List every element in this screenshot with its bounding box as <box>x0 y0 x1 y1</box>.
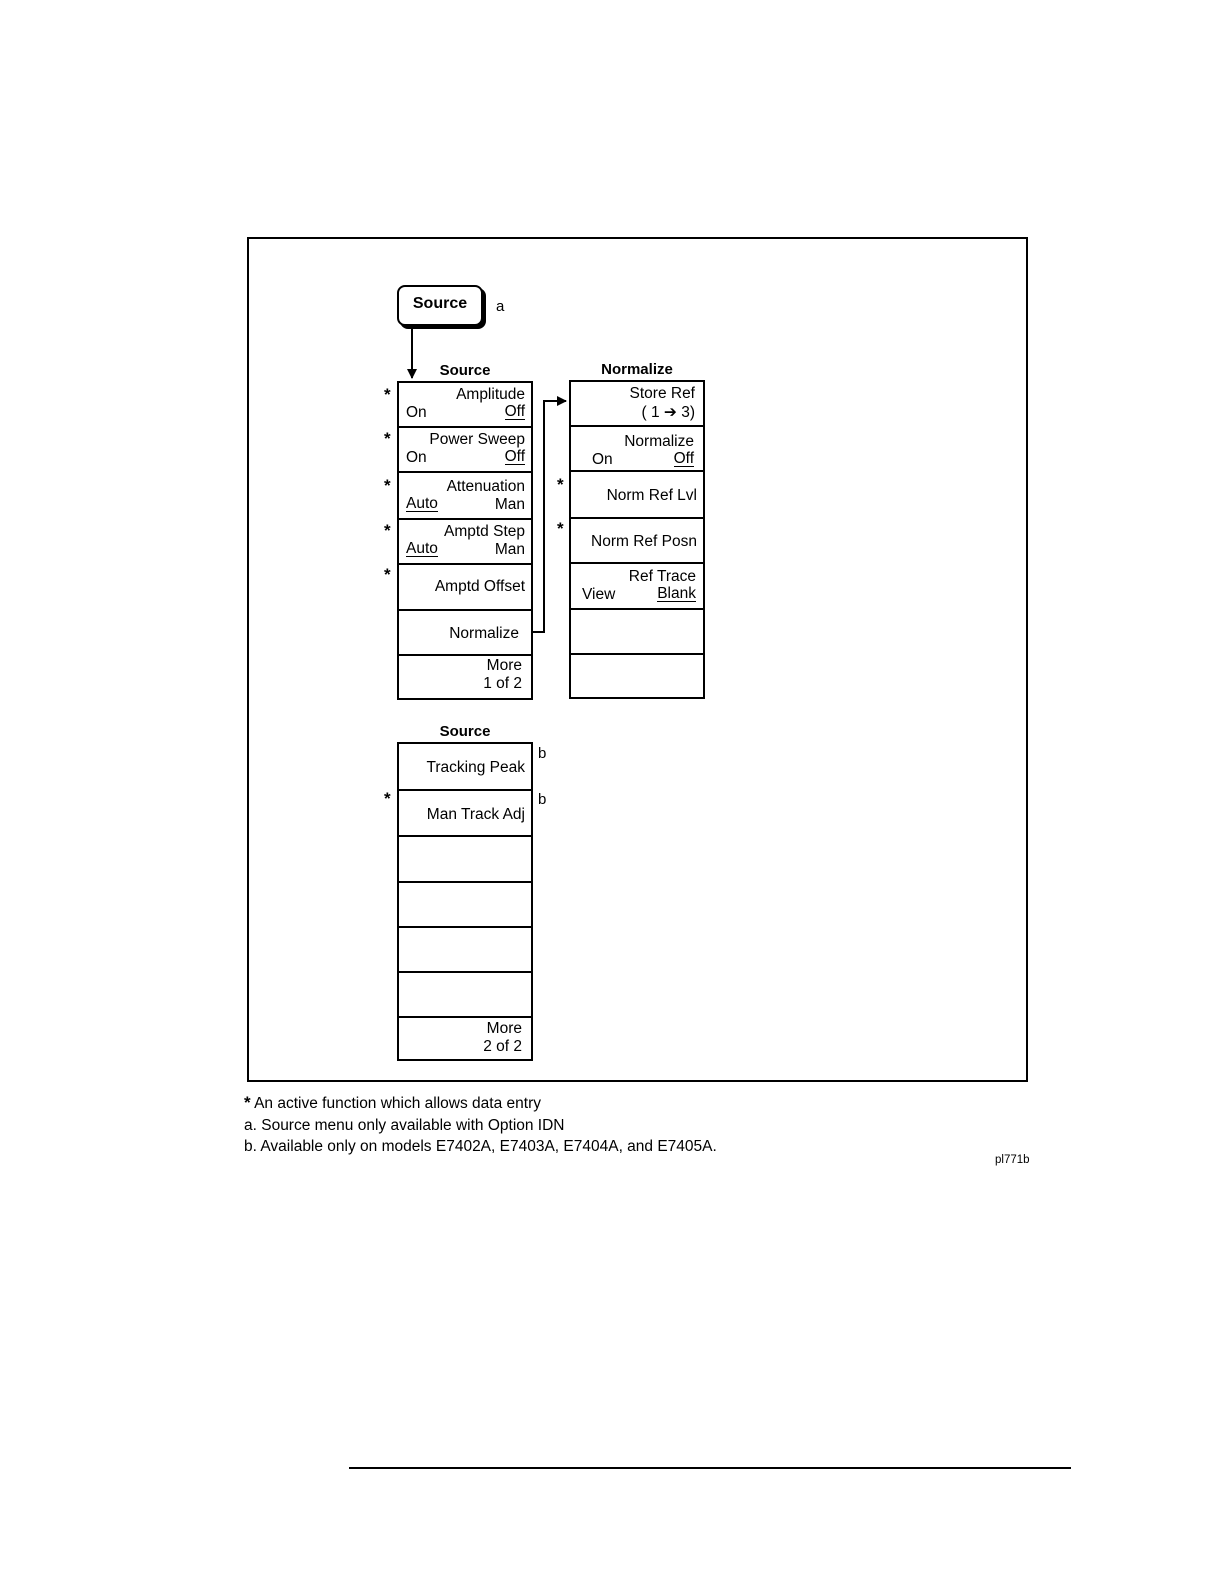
option-on: On <box>592 451 613 468</box>
source-menu-page1 <box>397 381 533 700</box>
softkey-label: Normalize <box>449 625 519 642</box>
softkey-label: Power Sweep <box>429 431 525 448</box>
softkey-label: Amplitude <box>456 386 525 403</box>
softkey-norm-ref-lvl[interactable] <box>571 472 703 519</box>
softkey-power-sweep[interactable] <box>399 428 531 473</box>
softkey-label: Norm Ref Lvl <box>606 487 697 504</box>
softkey-label: Ref Trace <box>628 568 696 585</box>
softkey-label: Attenuation <box>446 478 525 495</box>
source-menu-title: Source <box>439 362 491 379</box>
softkey-ref-trace[interactable] <box>571 564 703 610</box>
softkey-blank[interactable] <box>571 655 703 700</box>
softkey-label: Norm Ref Posn <box>591 533 697 550</box>
softkey-blank[interactable] <box>571 610 703 655</box>
softkey-sublabel: 2 of 2 <box>483 1038 522 1055</box>
source-hardkey-label: Source <box>412 294 468 312</box>
option-view: View <box>582 586 616 603</box>
normalize-to-menu-arrow <box>533 401 566 632</box>
active-marker: * <box>384 789 391 808</box>
softkey-normalize[interactable] <box>399 611 531 656</box>
option-auto-selected: Auto <box>406 495 438 512</box>
option-off-selected: Off <box>504 448 525 465</box>
hardkey-note: a <box>496 298 505 315</box>
option-on: On <box>406 449 427 466</box>
softkey-blank[interactable] <box>399 837 531 883</box>
softkey-blank[interactable] <box>399 928 531 973</box>
softkey-store-ref[interactable] <box>571 382 703 427</box>
source-menu-page2 <box>397 742 533 1061</box>
active-marker: * <box>384 565 391 584</box>
softkey-blank[interactable] <box>399 883 531 928</box>
softkey-tracking-peak[interactable] <box>399 744 531 791</box>
active-marker: * <box>557 519 564 538</box>
footnote-b: b. Available only on models E7402A, E7403A, E7404A, and E7405A. <box>244 1138 717 1155</box>
active-marker: * <box>384 429 391 448</box>
active-marker: * <box>384 476 391 495</box>
active-marker: * <box>384 521 391 540</box>
softkey-label: Man Track Adj <box>426 806 525 823</box>
softkey-sublabel: 1 of 2 <box>483 675 522 692</box>
option-auto-selected: Auto <box>406 540 438 557</box>
option-off-selected: Off <box>673 450 694 467</box>
softkey-sublabel: ( 1 ➔ 3) <box>641 404 695 421</box>
normalize-menu <box>569 380 705 699</box>
tracking-peak-note: b <box>538 745 547 762</box>
option-blank-selected: Blank <box>657 585 696 602</box>
option-off-selected: Off <box>504 403 525 420</box>
softkey-norm-ref-posn[interactable] <box>571 519 703 564</box>
active-marker: * <box>557 475 564 494</box>
softkey-label: More <box>486 657 522 674</box>
man-track-adj-note: b <box>538 791 547 808</box>
softkey-label: More <box>486 1020 522 1037</box>
footnote-star-text: An active function which allows data entry <box>254 1095 541 1112</box>
softkey-label: Amptd Step <box>444 523 525 540</box>
softkey-label: Normalize <box>624 433 694 450</box>
option-man: Man <box>494 541 525 558</box>
softkey-label: Tracking Peak <box>426 759 525 776</box>
footnote-star <box>244 1092 717 1115</box>
footnote-a: a. Source menu only available with Option IDN <box>244 1116 565 1134</box>
figure-id: pl771b <box>995 1154 1030 1166</box>
footnote-star-marker: * <box>244 1093 251 1112</box>
normalize-menu-title: Normalize <box>601 361 673 378</box>
option-man: Man <box>494 496 525 513</box>
softkey-amplitude[interactable] <box>399 383 531 428</box>
softkey-label: Store Ref <box>629 385 695 402</box>
source-menu-page2-title: Source <box>439 723 491 740</box>
softkey-amptd-offset[interactable] <box>399 565 531 611</box>
page-bottom-rule <box>349 1467 1071 1469</box>
softkey-blank[interactable] <box>399 973 531 1018</box>
softkey-more-2-of-2[interactable] <box>399 1018 531 1063</box>
softkey-label: Amptd Offset <box>434 578 525 595</box>
source-hardkey[interactable] <box>397 285 483 326</box>
softkey-attenuation[interactable] <box>399 473 531 520</box>
active-marker: * <box>384 385 391 404</box>
softkey-amptd-step[interactable] <box>399 520 531 565</box>
softkey-man-track-adj[interactable] <box>399 791 531 837</box>
footnotes <box>244 1092 717 1158</box>
option-on: On <box>406 404 427 421</box>
softkey-normalize-on-off[interactable] <box>571 427 703 472</box>
softkey-more-1-of-2[interactable] <box>399 656 531 701</box>
